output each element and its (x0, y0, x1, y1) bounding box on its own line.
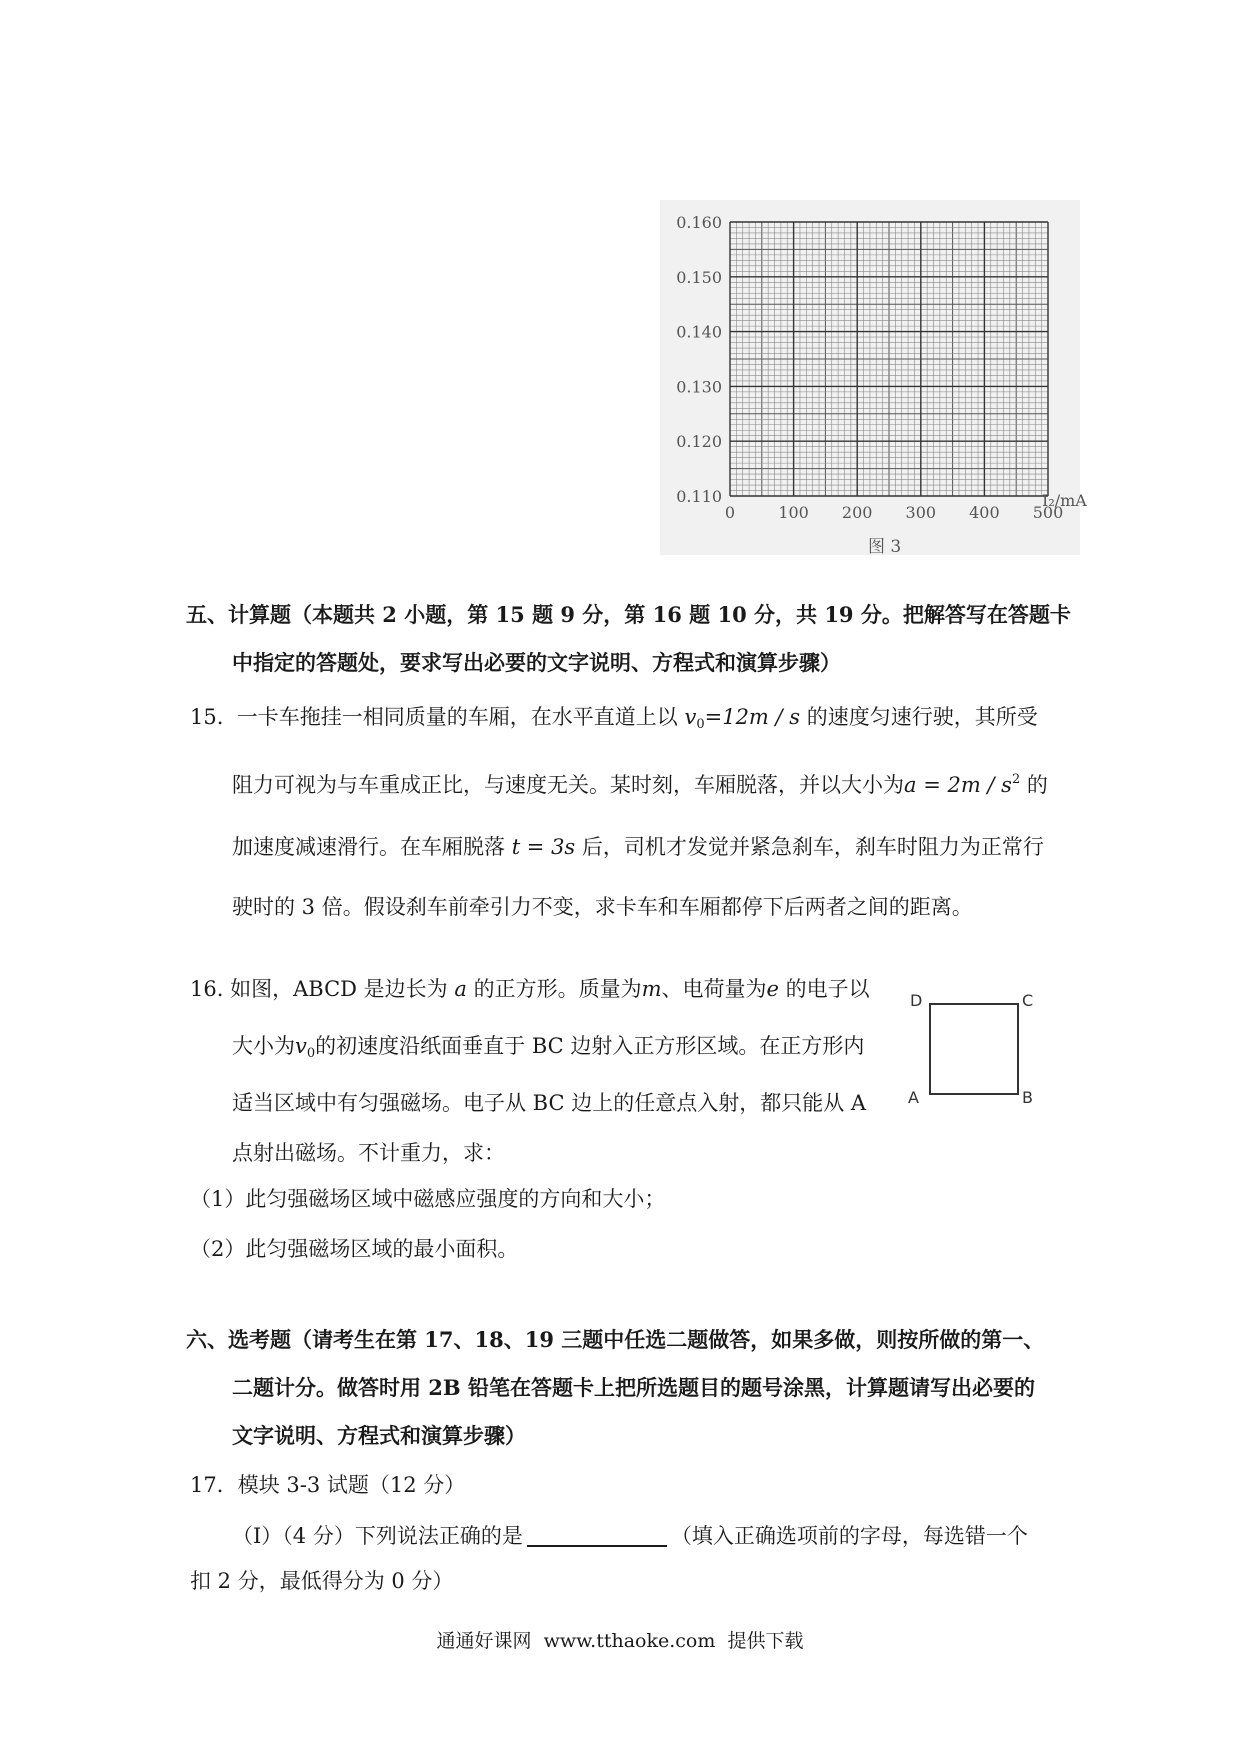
q15-text-3b: 后，司机才发觉并紧急刹车，刹车时阻力为正常行 (581, 835, 1044, 859)
q16-velocity-subscript: 0 (306, 1046, 316, 1061)
q17-part1-text-a: （I）（4 分）下列说法正确的是 (232, 1524, 523, 1548)
q16-text-2a: 大小为 (232, 1034, 295, 1058)
figure-caption: 图 3 (868, 537, 902, 557)
q15-line4: 驶时的 3 倍。假设刹车前牵引力不变，求卡车和车厢都停下后两者之间的距离。 (232, 895, 973, 919)
q16-text-1b: 的正方形。质量为 (473, 977, 642, 1001)
y-tick-label: 0.130 (676, 377, 722, 397)
q15-line1 (190, 707, 1038, 731)
q17-part1-line2: 扣 2 分，最低得分为 0 分） (190, 1569, 454, 1593)
q17-part1-line1 (232, 1525, 1028, 1547)
q16-text-2b: 的初速度沿纸面垂直于 BC 边射入正方形区域。在正方形内 (315, 1034, 865, 1058)
q15-text-1a: 一卡车拖挂一相同质量的车厢，在水平直道上以 (236, 705, 678, 729)
vertex-label-d: D (910, 991, 923, 1010)
section6-heading-line1: 六、选考题（请考生在第 17、18、19 三题中任选二题做答，如果多做，则按所做的第一、 (186, 1327, 1045, 1352)
q15-velocity-value: =12m / s (704, 705, 801, 729)
q16-text-1a: 如图，ABCD 是边长为 (230, 977, 448, 1001)
x-axis-label: I₂/mA (1042, 491, 1087, 510)
q16-line3: 适当区域中有匀强磁场。电子从 BC 边上的任意点入射，都只能从 A (232, 1091, 867, 1115)
q16-line2 (232, 1036, 864, 1060)
page-footer: 通通好课网 www.tthaoke.com 提供下载 (436, 1630, 804, 1652)
x-tick-label: 400 (969, 503, 1000, 522)
graph-paper-chart (640, 200, 1087, 560)
q15-time: t = 3s (511, 835, 576, 859)
q15-number: 15. (190, 705, 224, 729)
x-tick-label: 500 (1032, 503, 1064, 522)
y-tick-label: 0.120 (676, 432, 722, 452)
vertex-label-a: A (908, 1088, 919, 1107)
x-tick-label: 0 (724, 503, 736, 522)
q16-charge-symbol: e (766, 977, 779, 1001)
q16-text-1c: 、电荷量为 (661, 977, 767, 1001)
y-tick-label: 0.150 (676, 267, 722, 287)
section6-heading-line3: 文字说明、方程式和演算步骤） (232, 1423, 526, 1448)
square-abcd-diagram (896, 990, 1036, 1110)
section6-heading-line2: 二题计分。做答时用 2B 铅笔在答题卡上把所选题目的题号涂黑，计算题请写出必要的 (232, 1375, 1035, 1400)
section5-heading-line1: 五、计算题（本题共 2 小题，第 15 题 9 分，第 16 题 10 分，共 19 分。把解答写在答题卡 (186, 602, 1071, 627)
y-tick-label: 0.140 (676, 322, 722, 342)
answer-blank[interactable] (527, 1525, 667, 1547)
square-outline (930, 1004, 1018, 1094)
section5-heading-line2: 中指定的答题处，要求写出必要的文字说明、方程式和演算步骤） (232, 650, 841, 675)
x-tick-label: 200 (841, 503, 873, 522)
q16-mass-symbol: m (641, 977, 662, 1001)
x-tick-label: 100 (778, 503, 809, 522)
q16-subquestion-1: （1）此匀强磁场区域中磁感应强度的方向和大小； (190, 1187, 666, 1211)
y-tick-label: 0.160 (676, 213, 722, 232)
q16-text-1d: 的电子以 (785, 977, 870, 1001)
graph-figure (640, 200, 1087, 560)
q15-text-3a: 加速度减速滑行。在车厢脱落 (232, 835, 505, 859)
vertex-label-c: C (1022, 991, 1034, 1010)
q16-side-symbol: a (454, 977, 467, 1001)
q15-acceleration-sup: 2 (1011, 772, 1021, 787)
q15-line3 (232, 837, 1044, 858)
q15-text-1b: 的速度匀速行驶，其所受 (806, 705, 1038, 729)
q15-velocity-subscript: 0 (696, 717, 705, 732)
q16-velocity-symbol: v (295, 1034, 307, 1058)
q16-number: 16. (190, 977, 224, 1001)
q15-text-2a: 阻力可视为与车重成正比，与速度无关。某时刻，车厢脱落，并以大小为 (232, 773, 904, 797)
q15-acceleration: a = 2m / s (904, 773, 1012, 797)
q16-line4: 点射出磁场。不计重力，求： (232, 1141, 505, 1165)
q15-text-2b: 的 (1026, 773, 1048, 797)
x-tick-label: 300 (905, 503, 937, 522)
q15-line2 (232, 773, 1048, 796)
vertex-label-b: B (1022, 1088, 1033, 1107)
square-figure (896, 990, 1036, 1110)
q16-subquestion-2: （2）此匀强磁场区域的最小面积。 (190, 1237, 519, 1261)
q15-velocity-symbol: v (684, 705, 697, 729)
q17-part1-text-b: （填入正确选项前的字母，每选错一个 (670, 1524, 1028, 1548)
q16-line1 (190, 979, 870, 1000)
q17-title: 17．模块 3-3 试题（12 分） (190, 1473, 466, 1497)
y-tick-label: 0.110 (676, 487, 722, 506)
